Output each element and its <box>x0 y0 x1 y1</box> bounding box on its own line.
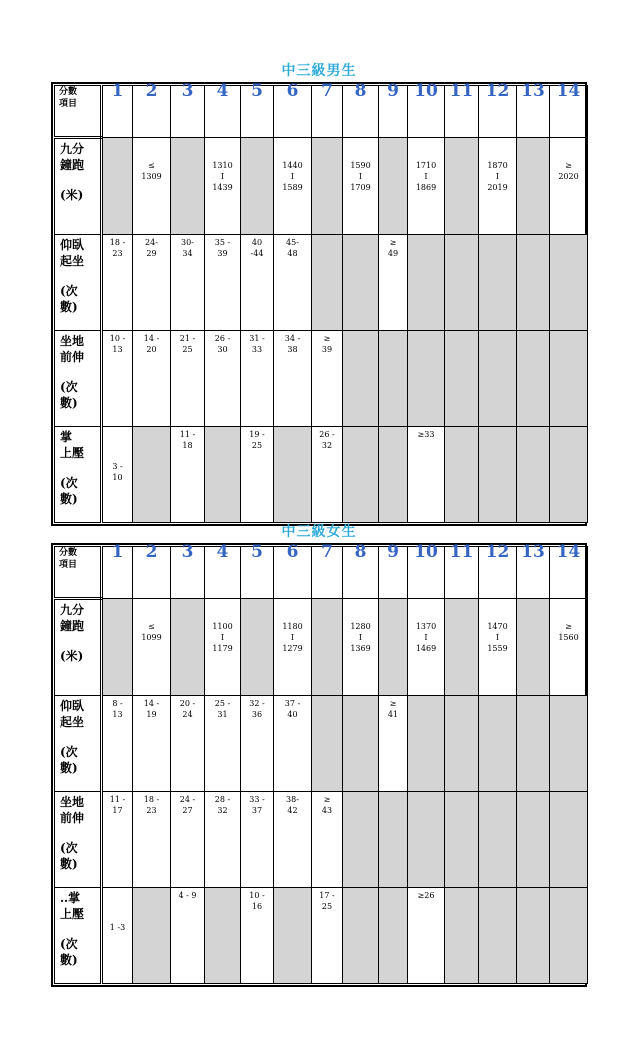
score-cell <box>479 888 517 984</box>
cell-value <box>445 888 478 890</box>
score-cell <box>171 792 205 888</box>
boys-score-13: 13 <box>517 86 550 138</box>
score-cell <box>102 331 133 427</box>
score-cell <box>171 138 205 235</box>
cell-value <box>379 138 407 160</box>
score-cell <box>379 427 408 523</box>
cell-value <box>550 331 587 333</box>
girls-score-9: 9 <box>379 547 408 599</box>
cell-value <box>445 138 478 160</box>
boys-score-7: 7 <box>312 86 343 138</box>
girls-score-10: 10 <box>408 547 445 599</box>
item-unit: (次 數) <box>60 937 78 967</box>
cell-value <box>274 888 311 890</box>
cell-value: 33 - 37 <box>249 795 265 815</box>
cell-value <box>445 235 478 237</box>
score-cell <box>445 599 479 696</box>
score-cell <box>479 599 517 696</box>
girls-score-3: 3 <box>171 547 205 599</box>
score-cell <box>102 792 133 888</box>
score-cell <box>445 331 479 427</box>
cell-value: ≥ 43 <box>321 795 333 815</box>
score-cell <box>102 888 133 984</box>
cell-value <box>517 235 549 237</box>
cell-value: 31 - 33 <box>249 334 265 354</box>
score-cell <box>408 331 445 427</box>
score-cell <box>133 427 171 523</box>
cell-value <box>379 599 407 621</box>
score-cell <box>205 888 241 984</box>
cell-value <box>343 696 378 698</box>
score-cell <box>550 696 588 792</box>
score-cell <box>445 696 479 792</box>
boys-row-pushup <box>55 427 588 523</box>
score-cell <box>379 888 408 984</box>
girls-table <box>54 542 588 984</box>
score-cell <box>343 599 379 696</box>
score-cell <box>408 888 445 984</box>
score-cell <box>241 138 274 235</box>
cell-value: ≥ 41 <box>387 699 399 719</box>
score-cell <box>379 138 408 235</box>
item-unit: (米) <box>60 649 84 663</box>
cell-value <box>479 427 516 429</box>
score-cell <box>312 888 343 984</box>
boys-score-9: 9 <box>379 86 408 138</box>
score-cell <box>171 888 205 984</box>
cell-value <box>517 696 549 698</box>
score-cell <box>343 427 379 523</box>
score-cell <box>171 696 205 792</box>
score-cell <box>408 792 445 888</box>
cell-value: ≥ 2020 <box>558 161 579 181</box>
score-cell <box>205 599 241 696</box>
score-cell <box>445 792 479 888</box>
score-cell <box>312 427 343 523</box>
score-cell <box>312 138 343 235</box>
girls-row-situp <box>55 696 588 792</box>
cell-value <box>479 696 516 698</box>
score-cell <box>205 427 241 523</box>
boys-row-run <box>55 138 588 235</box>
cell-value <box>343 427 378 429</box>
cell-value: 21 - 25 <box>179 334 196 354</box>
score-cell <box>241 427 274 523</box>
score-cell <box>205 235 241 331</box>
score-cell <box>408 427 445 523</box>
score-cell <box>550 235 588 331</box>
score-cell <box>343 235 379 331</box>
score-cell <box>479 792 517 888</box>
girls-score-7: 7 <box>312 547 343 599</box>
cell-value: 26 - 30 <box>214 334 231 354</box>
cell-value: 4 - 9 <box>178 891 197 900</box>
cell-value <box>550 792 587 794</box>
cell-value: 40 -44 <box>250 238 264 258</box>
score-cell <box>517 696 550 792</box>
cell-value: 1 -3 <box>109 923 126 932</box>
item-name: 仰臥 起坐 <box>60 699 85 729</box>
cell-value <box>379 427 407 429</box>
cell-value <box>445 427 478 429</box>
boys-score-6: 6 <box>274 86 312 138</box>
cell-value <box>408 792 444 794</box>
cell-value <box>479 235 516 237</box>
boys-score-8: 8 <box>343 86 379 138</box>
score-cell <box>343 696 379 792</box>
cell-value: 10 - 16 <box>249 891 265 911</box>
girls-score-1: 1 <box>102 547 133 599</box>
cell-value <box>312 138 342 160</box>
boys-item-pushup <box>55 427 102 523</box>
girls-table-frame <box>51 543 587 987</box>
cell-value: 18 - 23 <box>143 795 160 815</box>
score-cell <box>550 792 588 888</box>
item-name: 坐地 前伸 <box>60 334 85 364</box>
cell-value <box>479 792 516 794</box>
cell-value: 1370 I 1469 <box>415 622 437 653</box>
girls-score-2: 2 <box>133 547 171 599</box>
cell-value: 20 - 24 <box>179 699 196 719</box>
cell-value <box>312 235 342 237</box>
cell-value <box>445 331 478 333</box>
cell-value <box>550 235 587 237</box>
cell-value <box>103 138 132 160</box>
corner-label: 項目 <box>59 560 78 570</box>
boys-item-reach <box>55 331 102 427</box>
cell-value: 30- 34 <box>181 238 194 258</box>
score-cell <box>379 696 408 792</box>
boys-score-10: 10 <box>408 86 445 138</box>
corner-label: 項目 <box>59 99 78 109</box>
cell-value: 24- 29 <box>145 238 158 258</box>
item-unit: (次 數) <box>60 380 78 410</box>
score-cell <box>241 888 274 984</box>
cell-value: 14 - 19 <box>143 699 160 719</box>
cell-value <box>312 696 342 698</box>
score-cell <box>550 138 588 235</box>
score-cell <box>408 599 445 696</box>
boys-score-2: 2 <box>133 86 171 138</box>
cell-value: 8 - 13 <box>112 699 123 719</box>
cell-value: ≥26 <box>417 891 435 900</box>
score-cell <box>274 696 312 792</box>
score-cell <box>133 888 171 984</box>
cell-value <box>517 427 549 429</box>
cell-value <box>241 138 273 160</box>
score-cell <box>274 888 312 984</box>
girls-score-14: 14 <box>550 547 588 599</box>
girls-score-8: 8 <box>343 547 379 599</box>
score-cell <box>517 331 550 427</box>
score-cell <box>133 599 171 696</box>
cell-value: 1280 I 1369 <box>350 622 371 653</box>
cell-value: 26 - 32 <box>319 430 335 450</box>
girls-score-11: 11 <box>445 547 479 599</box>
cell-value: 37 - 40 <box>284 699 301 719</box>
score-cell <box>102 599 133 696</box>
cell-value <box>445 599 478 621</box>
cell-value: 17 - 25 <box>319 891 335 911</box>
girls-score-4: 4 <box>205 547 241 599</box>
girls-score-5: 5 <box>241 547 274 599</box>
cell-value: 1180 I 1279 <box>282 622 303 653</box>
cell-value: ≤ 1309 <box>141 161 162 181</box>
score-cell <box>102 696 133 792</box>
boys-corner-header <box>55 86 102 138</box>
score-cell <box>479 235 517 331</box>
cell-value: 18 - 23 <box>109 238 126 258</box>
score-cell <box>479 331 517 427</box>
score-cell <box>205 331 241 427</box>
score-cell <box>241 792 274 888</box>
item-unit: (次 數) <box>60 745 78 775</box>
boys-score-14: 14 <box>550 86 588 138</box>
cell-value <box>205 888 240 890</box>
item-name: 九分 鐘跑 <box>60 142 85 172</box>
score-cell <box>171 599 205 696</box>
cell-value: 1100 I 1179 <box>212 622 233 653</box>
corner-label: 分數 <box>59 87 78 97</box>
score-cell <box>479 138 517 235</box>
girls-score-6: 6 <box>274 547 312 599</box>
boys-item-run <box>55 138 102 235</box>
score-cell <box>517 888 550 984</box>
score-cell <box>312 792 343 888</box>
cell-value <box>408 696 444 698</box>
score-cell <box>517 138 550 235</box>
score-cell <box>133 235 171 331</box>
cell-value <box>133 888 170 890</box>
score-cell <box>133 331 171 427</box>
boys-title: 中三級男生 <box>281 63 357 79</box>
cell-value <box>241 599 273 621</box>
cell-value <box>171 138 204 160</box>
cell-value: 35 - 39 <box>214 238 231 258</box>
item-name: 掌 上壓 <box>60 430 85 460</box>
score-cell <box>343 888 379 984</box>
score-cell <box>550 427 588 523</box>
cell-value <box>445 696 478 698</box>
score-cell <box>274 599 312 696</box>
cell-value: 1310 I 1439 <box>212 161 233 192</box>
cell-value: 34 - 38 <box>284 334 301 354</box>
score-cell <box>171 427 205 523</box>
item-name: 仰臥 起坐 <box>60 238 85 268</box>
score-cell <box>517 792 550 888</box>
score-cell <box>445 235 479 331</box>
cell-value: 32 - 36 <box>249 699 265 719</box>
cell-value <box>274 427 311 429</box>
cell-value: ≥ 39 <box>321 334 333 354</box>
item-name: 九分 鐘跑 <box>60 603 85 633</box>
score-cell <box>379 331 408 427</box>
cell-value <box>479 331 516 333</box>
cell-value: 24 - 27 <box>179 795 196 815</box>
item-unit: (次 數) <box>60 476 78 506</box>
cell-value <box>550 888 587 890</box>
cell-value: 1590 I 1709 <box>350 161 371 192</box>
score-cell <box>102 427 133 523</box>
score-cell <box>379 235 408 331</box>
score-cell <box>408 696 445 792</box>
score-cell <box>205 696 241 792</box>
cell-value <box>550 427 587 429</box>
cell-value <box>312 599 342 621</box>
score-cell <box>312 696 343 792</box>
girls-item-run <box>55 599 102 696</box>
boys-table <box>54 81 588 523</box>
cell-value <box>171 599 204 621</box>
score-cell <box>102 235 133 331</box>
score-cell <box>445 138 479 235</box>
cell-value <box>379 331 407 333</box>
score-cell <box>274 138 312 235</box>
score-cell <box>479 427 517 523</box>
score-cell <box>343 138 379 235</box>
score-cell <box>550 331 588 427</box>
girls-section <box>51 521 587 987</box>
cell-value <box>343 888 378 890</box>
girls-item-reach <box>55 792 102 888</box>
cell-value <box>479 888 516 890</box>
cell-value: 1710 I 1869 <box>415 161 437 192</box>
cell-value: ≥ 49 <box>387 238 399 258</box>
cell-value <box>133 427 170 429</box>
boys-score-4: 4 <box>205 86 241 138</box>
cell-value: ≥ 1560 <box>558 622 579 642</box>
cell-value: 10 - 13 <box>109 334 126 354</box>
score-cell <box>133 792 171 888</box>
score-cell <box>102 138 133 235</box>
score-cell <box>241 331 274 427</box>
score-cell <box>312 235 343 331</box>
item-name: 坐地 前伸 <box>60 795 85 825</box>
girls-item-pushup <box>55 888 102 984</box>
boys-score-5: 5 <box>241 86 274 138</box>
boys-row-situp <box>55 235 588 331</box>
score-cell <box>312 599 343 696</box>
boys-item-situp <box>55 235 102 331</box>
score-cell <box>241 235 274 331</box>
cell-value: 1470 I 1559 <box>487 622 508 653</box>
cell-value <box>205 427 240 429</box>
score-cell <box>274 427 312 523</box>
item-unit: (次 數) <box>60 841 78 871</box>
girls-score-13: 13 <box>517 547 550 599</box>
score-cell <box>274 792 312 888</box>
boys-score-11: 11 <box>445 86 479 138</box>
score-cell <box>133 696 171 792</box>
cell-value: ≤ 1099 <box>141 622 162 642</box>
cell-value <box>517 331 549 333</box>
score-cell <box>241 696 274 792</box>
cell-value <box>408 331 444 333</box>
score-cell <box>379 792 408 888</box>
cell-value: 25 - 31 <box>214 699 231 719</box>
girls-title: 中三級女生 <box>281 524 357 540</box>
cell-value <box>550 696 587 698</box>
cell-value <box>343 792 378 794</box>
score-cell <box>517 427 550 523</box>
score-cell <box>343 792 379 888</box>
score-cell <box>550 599 588 696</box>
girls-row-reach <box>55 792 588 888</box>
score-cell <box>379 599 408 696</box>
boys-row-reach <box>55 331 588 427</box>
cell-value <box>343 331 378 333</box>
score-cell <box>517 235 550 331</box>
score-cell <box>343 331 379 427</box>
girls-row-run <box>55 599 588 696</box>
score-cell <box>133 138 171 235</box>
cell-value: 14 - 20 <box>143 334 160 354</box>
score-cell <box>445 427 479 523</box>
score-cell <box>408 235 445 331</box>
cell-value: 3 - 10 <box>112 462 123 482</box>
score-cell <box>241 599 274 696</box>
cell-value <box>379 792 407 794</box>
cell-value <box>517 599 549 621</box>
score-cell <box>274 235 312 331</box>
cell-value: 19 - 25 <box>249 430 265 450</box>
cell-value: 11 - 17 <box>109 795 126 815</box>
boys-section <box>51 60 587 526</box>
cell-value <box>408 235 444 237</box>
score-cell <box>205 792 241 888</box>
score-cell <box>445 888 479 984</box>
score-cell <box>517 599 550 696</box>
score-cell <box>550 888 588 984</box>
girls-corner-header <box>55 547 102 599</box>
cell-value <box>445 792 478 794</box>
boys-score-3: 3 <box>171 86 205 138</box>
boys-score-1: 1 <box>102 86 133 138</box>
score-cell <box>312 331 343 427</box>
cell-value <box>343 235 378 237</box>
cell-value: 45- 48 <box>286 238 299 258</box>
girls-item-situp <box>55 696 102 792</box>
girls-row-pushup <box>55 888 588 984</box>
cell-value <box>517 138 549 160</box>
item-unit: (次 數) <box>60 284 78 314</box>
boys-score-12: 12 <box>479 86 517 138</box>
score-cell <box>479 696 517 792</box>
cell-value <box>379 888 407 890</box>
score-cell <box>171 331 205 427</box>
item-unit: (米) <box>60 188 84 202</box>
corner-label: 分數 <box>59 548 78 558</box>
cell-value <box>103 599 132 621</box>
cell-value: 38- 42 <box>286 795 299 815</box>
cell-value: 1870 I 2019 <box>487 161 508 192</box>
item-name: ‥掌 上壓 <box>60 891 85 921</box>
cell-value: 1440 I 1589 <box>282 161 303 192</box>
score-cell <box>171 235 205 331</box>
score-cell <box>274 331 312 427</box>
cell-value: 11 - 18 <box>179 430 196 450</box>
cell-value: ≥33 <box>417 430 435 439</box>
cell-value <box>517 792 549 794</box>
cell-value <box>517 888 549 890</box>
boys-table-frame <box>51 82 587 526</box>
score-cell <box>408 138 445 235</box>
cell-value: 28 - 32 <box>214 795 231 815</box>
girls-score-12: 12 <box>479 547 517 599</box>
score-cell <box>205 138 241 235</box>
